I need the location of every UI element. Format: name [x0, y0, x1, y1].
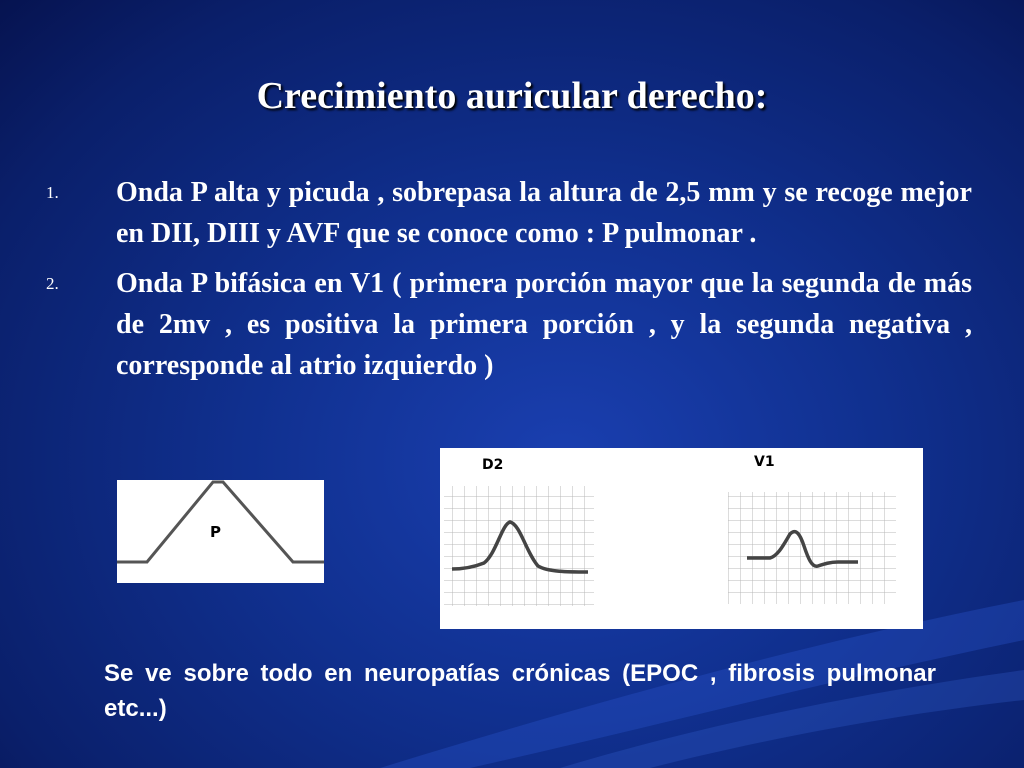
p-pulmonar-term: P pulmonar	[602, 218, 743, 249]
list-item-number: 2.	[46, 274, 59, 293]
ecg-diagram	[440, 448, 923, 629]
p-wave-diagram	[117, 480, 324, 583]
ecg-figure	[440, 448, 923, 629]
slide-title: Crecimiento auricular derecho:	[256, 75, 768, 117]
list-item-text: Onda P bifásica en V1 ( primera porción mayor que la segunda de más de 2mv , es positiva la primera porción , y la segunda negativa , corresponde al atrio izquierdo )	[116, 268, 972, 381]
p-wave-figure	[117, 480, 324, 583]
list-item	[46, 172, 972, 254]
list-item-number: 1.	[46, 183, 59, 202]
list-item-text: Onda P alta y picuda , sobrepasa la altura de 2,5 mm y se recoge mejor en DII, DIII y AVF que se conoce como :	[116, 177, 972, 249]
ecg-v1-label: V1	[754, 454, 775, 470]
d2-grid	[444, 486, 594, 606]
ecg-d2-label: D2	[482, 457, 504, 473]
v1-grid	[728, 492, 896, 604]
list-item	[46, 263, 972, 386]
bullet-list	[46, 172, 972, 386]
p-wave-label: P	[210, 523, 221, 541]
footnote: Se ve sobre todo en neuropatías crónicas (EPOC , fibrosis pulmonar etc...)	[104, 660, 936, 722]
list-item-text-end: .	[742, 218, 757, 249]
